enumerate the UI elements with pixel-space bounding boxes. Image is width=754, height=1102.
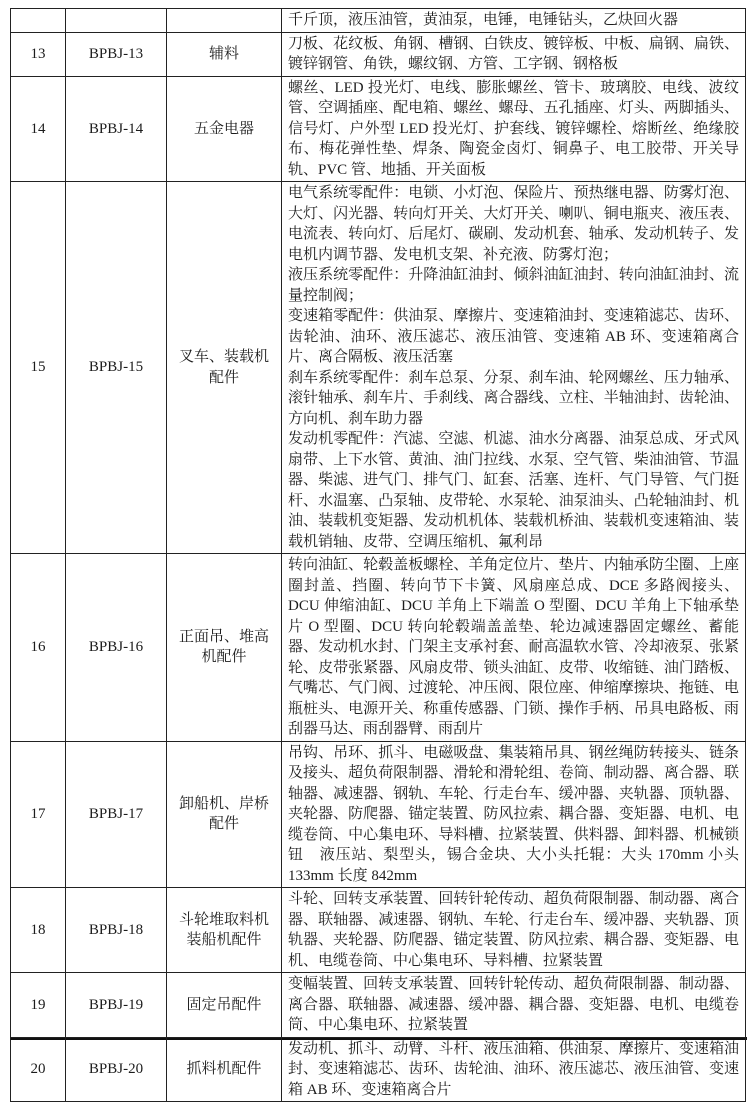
table-row-17	[11, 741, 746, 888]
table-row-partial-top	[11, 9, 746, 33]
items-paragraph: 吊钩、吊环、抓斗、电磁吸盘、集装箱吊具、钢丝绳防转接头、链条及接头、超负荷限制器、滑轮和滑轮组、卷筒、制动器、离合器、联轴器、减速器、钢轨、车轮、行走台车、缓冲器、夹轨器、顶轨器、夹轮器、防爬器、锚定装置、防风拉索、耦合器、变矩器、电机、电缆卷筒、中心集电环、导料槽、拉紧装置、供料器、卸料器、机械锁钮 液压站、梨型头，锡合金块、大小头托辊：大头 170mm 小头 133mm 长度 842mm	[288, 744, 739, 884]
category-cell: 卸船机、岸桥配件	[167, 741, 282, 888]
items-cell	[282, 32, 746, 76]
table-row-13	[11, 32, 746, 76]
items-paragraph: 发动机、抓斗、动臂、斗杆、液压油箱、供油泵、摩擦片、变速箱油封、变速箱滤芯、齿环、齿轮油、油环、液压滤芯、液压油管、变速箱 AB 环、变速箱离合片	[288, 1040, 739, 1098]
items-cell	[282, 741, 746, 888]
table-row-15	[11, 182, 746, 554]
parts-table	[10, 8, 746, 1102]
items-paragraph: 发动机零配件：汽滤、空滤、机滤、油水分离器、油泵总成、牙式风扇带、上下水管、黄油、油门拉线、水泵、空气管、柴油油管、节温器、柴滤、进气门、排气门、缸套、活塞、连杆、气门导管、气门挺杆、水温塞、凸泵轴、皮带轮、水泵轮、油泵油头、凸轮轴油封、机油、装载机变矩器、发动机机体、装载机桥油、装载机变速箱油、装载机销轴、皮带、空调压缩机、氟利昂	[288, 431, 739, 550]
category-cell: 抓料机配件	[167, 1037, 282, 1102]
part-code-cell: BPBJ-18	[66, 888, 167, 973]
items-paragraph: 螺丝、LED 投光灯、电线、膨胀螺丝、管卡、玻璃胶、电线、波纹管、空调插座、配电箱、螺丝、螺母、五孔插座、灯头、两脚插头、信号灯、户外型 LED 投光灯、护套线、镀锌螺栓、熔断丝、绝缘胶布、梅花弹性垫、焊条、陶瓷金卤灯、铜鼻子、电工胶带、开关导轨、PVC 管、地插、开关面板	[288, 79, 739, 178]
items-paragraph: 液压系统零配件：升降油缸油封、倾斜油缸油封、转向油缸油封、流量控制阀；	[288, 267, 739, 304]
table-row-19	[11, 973, 746, 1038]
row-no-cell: 13	[11, 32, 66, 76]
items-cell	[282, 9, 746, 33]
part-code-cell: BPBJ-19	[66, 973, 167, 1038]
category-cell: 辅料	[167, 32, 282, 76]
category-cell: 正面吊、堆高机配件	[167, 554, 282, 742]
part-code-cell	[66, 9, 167, 33]
items-paragraph: 斗轮、回转支承装置、回转针轮传动、超负荷限制器、制动器、离合器、联轴器、减速器、钢轨、车轮、行走台车、缓冲器、夹轨器、顶轨器、夹轮器、防爬器、锚定装置、防风拉索、耦合器、变矩器、电机、电缆卷筒、中心集电环、导料槽、拉紧装置	[288, 891, 739, 969]
row-no-cell: 17	[11, 741, 66, 888]
table-row-18	[11, 888, 746, 973]
items-cell	[282, 182, 746, 554]
part-code-cell: BPBJ-17	[66, 741, 167, 888]
document-page	[10, 8, 747, 1098]
table-row-20	[11, 1037, 746, 1102]
row-no-cell: 19	[11, 973, 66, 1038]
items-cell	[282, 973, 746, 1038]
row-no-cell: 18	[11, 888, 66, 973]
row-no-cell: 20	[11, 1037, 66, 1102]
category-cell: 固定吊配件	[167, 973, 282, 1038]
row-no-cell	[11, 9, 66, 33]
items-cell	[282, 76, 746, 182]
items-cell	[282, 1037, 746, 1102]
items-paragraph: 刀板、花纹板、角钢、槽钢、白铁皮、镀锌板、中板、扁钢、扁铁、镀锌钢管、角铁，螺纹钢、方管、工字钢、钢格板	[288, 35, 739, 72]
items-paragraph: 变速箱零配件：供油泵、摩擦片、变速箱油封、变速箱滤芯、齿环、齿轮油、油环、液压滤芯、液压油管、变速箱 AB 环、变速箱离合片、离合隔板、液压活塞	[288, 308, 739, 365]
category-cell: 五金电器	[167, 76, 282, 182]
items-paragraph: 变幅装置、回转支承装置、回转针轮传动、超负荷限制器、制动器、离合器、联轴器、减速器、缓冲器、耦合器、变矩器、电机、电缆卷筒、中心集电环、拉紧装置	[288, 976, 739, 1033]
part-code-cell: BPBJ-13	[66, 32, 167, 76]
table-row-16	[11, 554, 746, 742]
items-paragraph: 电气系统零配件：电锁、小灯泡、保险片、预热继电器、防雾灯泡、大灯、闪光器、转向灯开关、大灯开关、喇叭、铜电瓶夹、液压表、电流表、转向灯、后尾灯、碳刷、发动机套、轴承、发动机转子、发电机内调节器、发电机支架、补充液、防雾灯泡；	[288, 185, 739, 263]
row-no-cell: 16	[11, 554, 66, 742]
part-code-cell: BPBJ-20	[66, 1037, 167, 1102]
part-code-cell: BPBJ-14	[66, 76, 167, 182]
items-cell	[282, 888, 746, 973]
items-cell	[282, 554, 746, 742]
part-code-cell: BPBJ-15	[66, 182, 167, 554]
items-paragraph: 转向油缸、轮毂盖板螺栓、羊角定位片、垫片、内轴承防尘圈、上座圈封盖、挡圈、转向节下卡簧、风扇座总成、DCE 多路阀接头、DCU 伸缩油缸、DCU 羊角上下端盖 O 型圈、DCU 羊角上下轴承垫片 O 型圈、DCU 转向轮毂端盖盖垫、轮边减速器固定螺丝、蓄能器、发动机水封、门架主支承衬套、耐高温软水管、冷却液泵、张紧轮、皮带张紧器、风扇皮带、锁头油缸、皮带、收缩链、油门踏板、气嘴芯、气门阀、过渡轮、冲压阀、限位座、伸缩摩擦块、拖链、电瓶桩头、电源开关、称重传感器、门锁、操作手柄、吊具电路板、雨刮器马达、雨刮器臂、雨刮片	[288, 557, 739, 737]
items-paragraph: 刹车系统零配件：刹车总泵、分泵、刹车油、轮网螺丝、压力轴承、滚针轴承、刹车片、手刹线、离合器线、立柱、半轴油封、齿轮油、方向机、刹车助力器	[288, 369, 739, 427]
row-no-cell: 14	[11, 76, 66, 182]
part-code-cell: BPBJ-16	[66, 554, 167, 742]
table-row-14	[11, 76, 746, 182]
items-paragraph: 千斤顶，液压油管，黄油泵，电锤，电锤钻头，乙炔回火器	[288, 12, 679, 28]
category-cell	[167, 9, 282, 33]
category-cell: 叉车、装载机配件	[167, 182, 282, 554]
category-cell: 斗轮堆取料机装船机配件	[167, 888, 282, 973]
row-no-cell: 15	[11, 182, 66, 554]
